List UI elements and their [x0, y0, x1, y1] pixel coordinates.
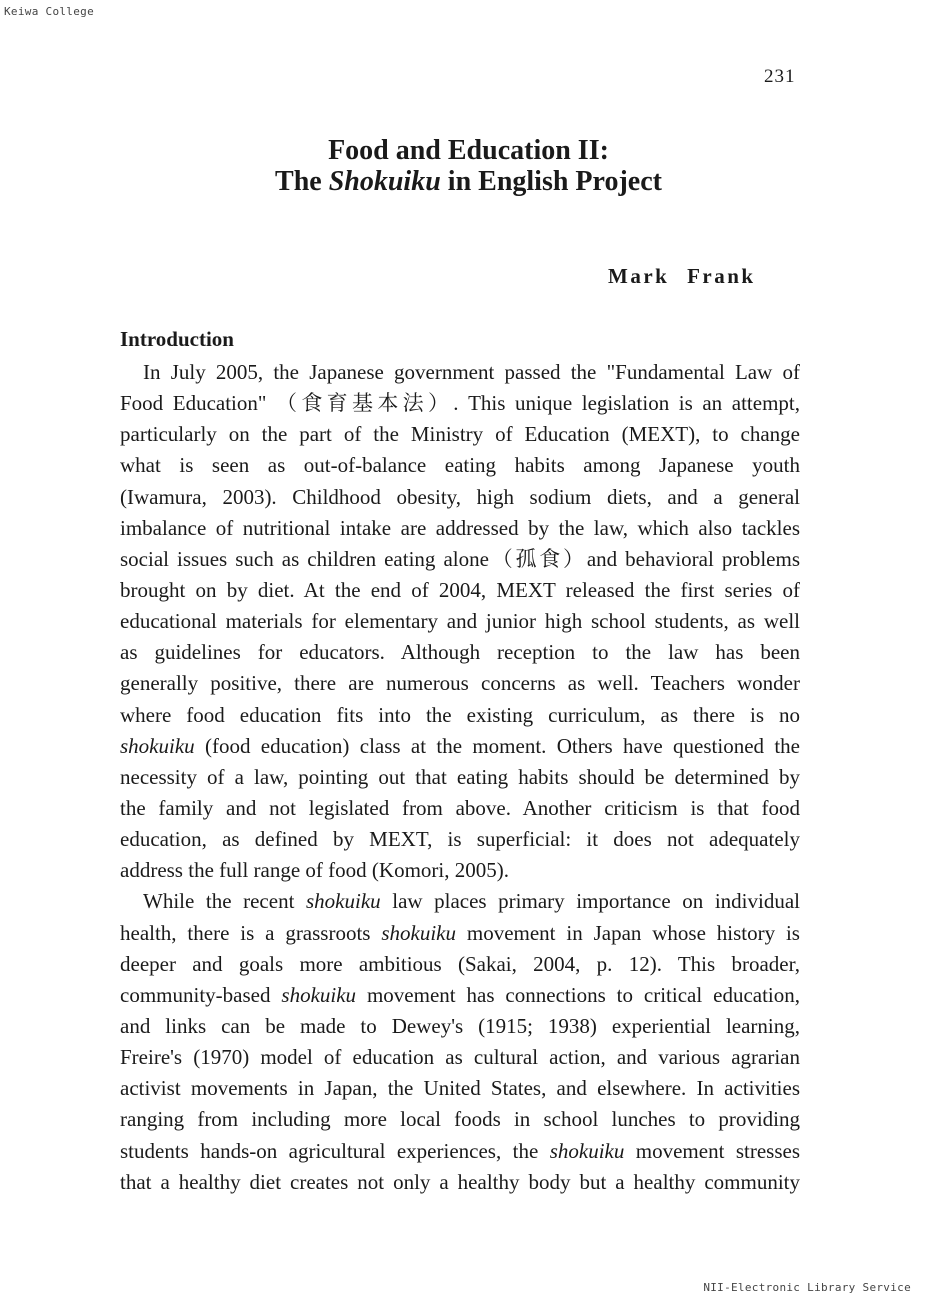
- text-line: [120, 980, 800, 1011]
- text-segment: movement has connections to critical education,: [356, 982, 801, 1007]
- text-line: [120, 918, 800, 949]
- text-line: [120, 637, 800, 668]
- text-segment: as guidelines for educators. Although reception to the law has been: [120, 640, 800, 665]
- title-text: The: [275, 166, 329, 197]
- page-number: 231: [764, 66, 796, 87]
- text-line: [120, 793, 800, 824]
- text-line: [120, 1167, 800, 1198]
- text-segment: While the recent: [143, 889, 306, 914]
- text-line: [120, 575, 800, 606]
- author-name: Mark Frank: [608, 264, 756, 288]
- text-line: [120, 388, 800, 419]
- text-segment: education, as defined by MEXT, is superficial: it does not adequately: [120, 827, 800, 852]
- text-segment: movement in Japan whose history is: [456, 920, 800, 945]
- text-line: [120, 1011, 800, 1042]
- text-line: [120, 949, 800, 980]
- text-line: [120, 855, 800, 886]
- text-line: [120, 606, 800, 637]
- text-segment: activist movements in Japan, the United States, and elsewhere. In activities: [120, 1076, 800, 1101]
- text-segment: particularly on the part of the Ministry of Education (MEXT), to change: [120, 422, 800, 447]
- text-segment: that a healthy diet creates not only a healthy body but a healthy community: [120, 1169, 800, 1194]
- italic-term: shokuiku: [120, 733, 195, 758]
- title-line-2: [0, 166, 925, 198]
- paragraph: [120, 357, 800, 886]
- text-line: [120, 824, 800, 855]
- text-line: [120, 700, 800, 731]
- italic-term: shokuiku: [549, 1138, 625, 1163]
- text-line: [120, 731, 800, 762]
- text-segment: what is seen as out-of-balance eating habits among Japanese youth: [120, 453, 800, 478]
- text-line: [120, 450, 800, 481]
- section-heading: Introduction: [120, 327, 234, 351]
- text-line: [120, 482, 800, 513]
- library-footer: NII-Electronic Library Service: [703, 1281, 911, 1294]
- text-line: [120, 513, 800, 544]
- text-segment: (Iwamura, 2003). Childhood obesity, high sodium diets, and a general: [120, 484, 800, 509]
- text-line: [120, 668, 800, 699]
- text-segment: ranging from including more local foods in school lunches to providing: [120, 1107, 800, 1132]
- title-text: in English Project: [440, 166, 662, 197]
- body-text: [120, 357, 800, 1198]
- text-segment: law places primary importance on individual: [380, 889, 800, 914]
- title-line-1: Food and Education II:: [328, 135, 609, 166]
- text-segment: brought on by diet. At the end of 2004, MEXT released the first series of: [120, 577, 800, 602]
- text-segment: educational materials for elementary and junior high school students, as well: [120, 609, 800, 634]
- text-segment: and links can be made to Dewey's (1915; 1938) experiential learning,: [120, 1013, 800, 1038]
- text-segment: imbalance of nutritional intake are addressed by the law, which also tackles: [120, 515, 800, 540]
- text-segment: deeper and goals more ambitious (Sakai, 2004, p. 12). This broader,: [120, 951, 800, 976]
- text-line: [120, 419, 800, 450]
- text-segment: generally positive, there are numerous concerns as well. Teachers wonder: [120, 671, 800, 696]
- title-italic-term: Shokuiku: [328, 166, 441, 197]
- text-segment: Food Education" （食育基本法）. This unique legislation is an attempt,: [120, 391, 800, 416]
- text-segment: movement stresses: [624, 1138, 800, 1163]
- text-segment: community-based: [120, 982, 282, 1007]
- text-segment: where food education fits into the existing curriculum, as there is no: [120, 702, 800, 727]
- paragraph: [120, 886, 800, 1197]
- text-segment: Freire's (1970) model of education as cultural action, and various agrarian: [120, 1045, 800, 1070]
- text-line: [120, 1104, 800, 1135]
- italic-term: shokuiku: [306, 889, 381, 914]
- text-line: [120, 1042, 800, 1073]
- text-line: [120, 357, 800, 388]
- italic-term: shokuiku: [281, 982, 357, 1007]
- text-line: [120, 544, 800, 575]
- italic-term: shokuiku: [381, 920, 456, 945]
- text-line: [120, 886, 800, 917]
- text-segment: health, there is a grassroots: [120, 920, 382, 945]
- text-segment: necessity of a law, pointing out that eating habits should be determined by: [120, 764, 800, 789]
- institution-header: Keiwa College: [4, 5, 94, 18]
- text-segment: address the full range of food (Komori, 2005).: [120, 858, 509, 883]
- text-segment: (food education) class at the moment. Others have questioned the: [194, 733, 800, 758]
- text-line: [120, 1073, 800, 1104]
- text-segment: social issues such as children eating alone（孤食）and behavioral problems: [120, 546, 800, 571]
- text-line: [120, 1136, 800, 1167]
- text-segment: the family and not legislated from above. Another criticism is that food: [120, 795, 800, 820]
- text-segment: students hands-on agricultural experiences, the: [120, 1138, 550, 1163]
- text-line: [120, 762, 800, 793]
- text-segment: In July 2005, the Japanese government passed the "Fundamental Law of: [143, 360, 800, 384]
